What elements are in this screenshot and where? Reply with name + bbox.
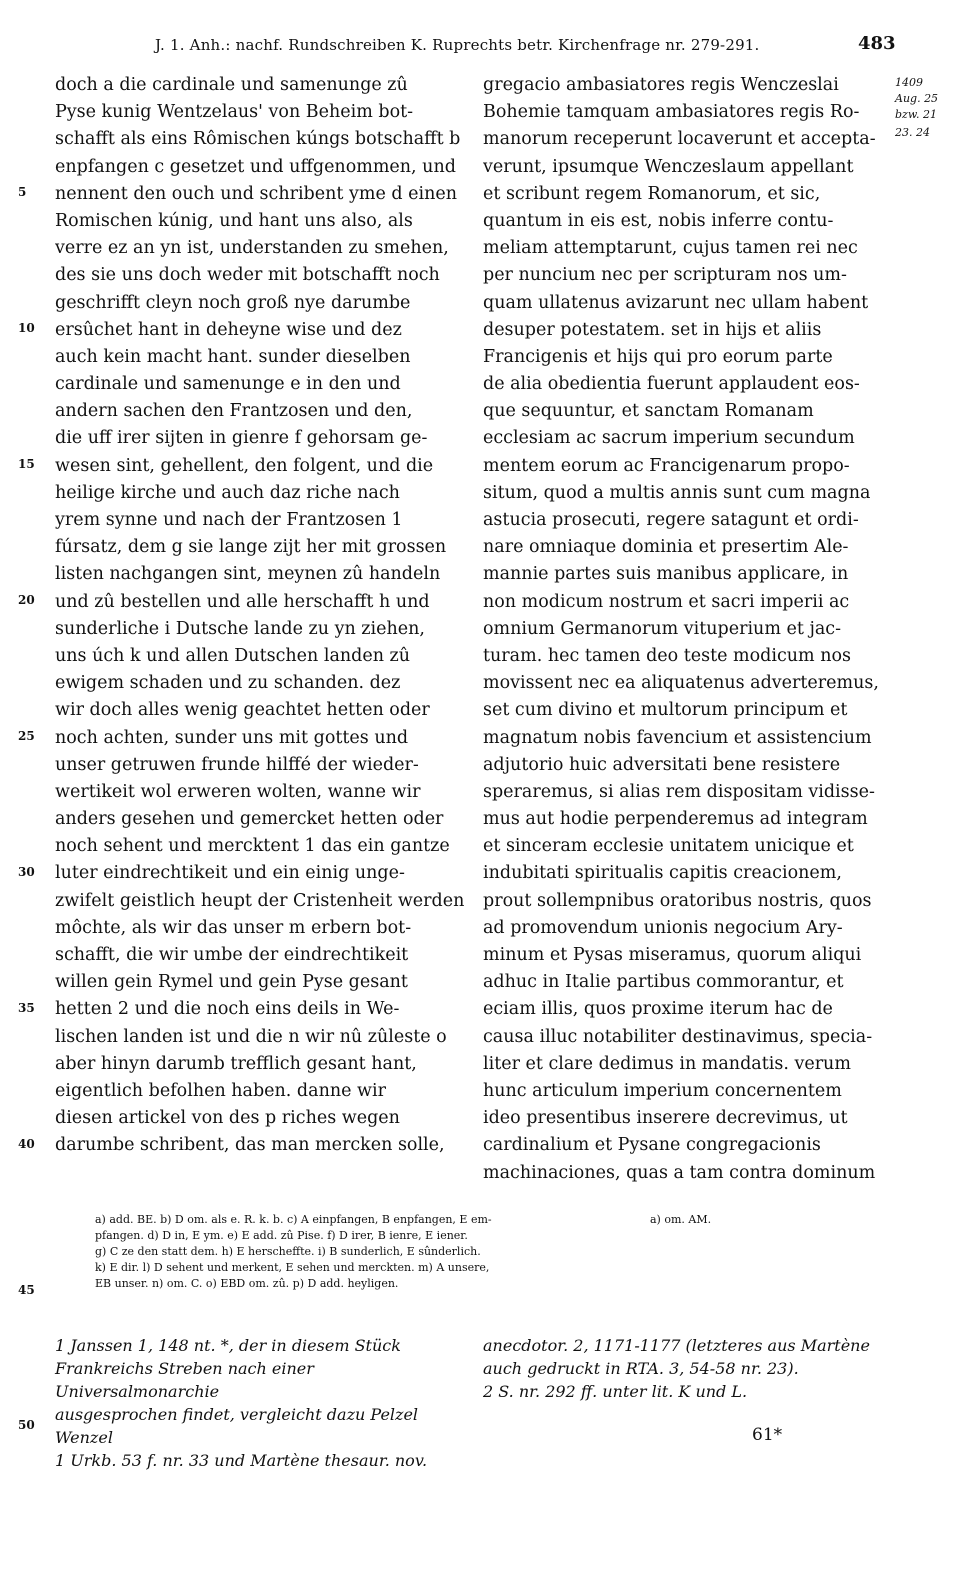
margin-date-alt: bzw. 21 [895, 108, 937, 121]
text-line: willen gein Rymel und gein Pyse gesant [55, 972, 408, 993]
text-line: lischen landen ist und die n wir nû zûleste o [55, 1026, 447, 1047]
text-line: causa illuc notabiliter destinavimus, specia- [483, 1026, 873, 1047]
text-line: doch a die cardinale und samenunge zû [55, 75, 408, 95]
variant-note-line: a) om. AM. [650, 1213, 712, 1226]
latin-text-column [483, 72, 888, 1187]
text-line: meliam attemptarunt, cujus tamen rei nec [483, 238, 858, 259]
footnote-line: Frankreichs Streben nach einer Universalmonarchie [55, 1359, 314, 1401]
text-line: adhuc in Italie partibus commorantur, et [483, 972, 844, 993]
text-line: wertikeit wol erweren wolten, wanne wir [55, 781, 421, 802]
variant-notes-latin [650, 1212, 850, 1228]
text-line: eciam illis, quos proxime iterum hac de [483, 999, 833, 1020]
text-line: minum et Pysas miseramus, quorum aliqui [483, 945, 862, 965]
text-line: mus aut hodie perpenderemus ad integram [483, 809, 868, 830]
text-line: nare omniaque dominia et presertim Ale- [483, 537, 849, 558]
text-line: cardinale und samenunge e in den und [55, 374, 401, 395]
margin-date-year: 1409 [895, 76, 923, 89]
text-line: und zû bestellen und alle herschafft h und [55, 591, 430, 612]
text-line: magnatum nobis favencium et assistencium [483, 727, 872, 748]
text-line: zwifelt geistlich heupt der Cristenheit werden [55, 890, 465, 911]
text-line: geschrifft cleyn noch groß nye darumbe [55, 292, 411, 313]
text-line: machinaciones, quas a tam contra dominum [483, 1162, 876, 1183]
text-line: set cum divino et multorum principum et [483, 700, 848, 721]
text-line: que sequuntur, et sanctam Romanam [483, 401, 814, 422]
footnote-line: ausgesprochen findet, vergleicht dazu Pelzel Wenzel [55, 1405, 419, 1447]
text-line: hunc articulum imperium concernentem [483, 1080, 842, 1101]
text-line: yrem synne und nach der Frantzosen 1 [55, 510, 403, 530]
text-line: sunderliche i Dutsche lande zu yn ziehen, [55, 618, 425, 639]
footnote-line: 1 Janssen 1, 148 nt. *, der in diesem Stück [55, 1336, 401, 1355]
text-line: desuper potestatem. set in hijs et aliis [483, 319, 822, 340]
footnote-line: 1 Urkb. 53 f. nr. 33 und Martène thesaur. nov. [55, 1451, 428, 1470]
line-number: 50 [18, 1418, 35, 1432]
text-line: Bohemie tamquam ambasiatores regis Ro- [483, 102, 860, 123]
text-line: aber hinyn darumb trefflich gesant hant, [55, 1053, 417, 1074]
variant-note-line: g) C ze den statt dem. h) E herscheffte. i) B sunderlich, E sûnderlich. [95, 1245, 481, 1258]
text-line: manorum receperunt locaverunt et accepta- [483, 129, 876, 150]
footnote-line: auch gedruckt in RTA. 3, 54-58 nr. 23). [483, 1359, 799, 1378]
text-line: môchte, als wir das unser m erbern bot- [55, 917, 412, 938]
line-number: 40 [18, 1137, 35, 1151]
text-line: liter et clare dedimus in mandatis. verum [483, 1053, 851, 1074]
text-line: de alia obedientia fuerunt applaudent eos- [483, 374, 860, 395]
text-line: wir doch alles wenig geachtet hetten oder [55, 700, 430, 721]
text-line: verunt, ipsumque Wenczeslaum appellant [483, 156, 854, 177]
text-line: quantum in eis est, nobis inferre contu- [483, 210, 834, 231]
text-line: indubitati spiritualis capitis creacionem, [483, 863, 842, 884]
line-number: 30 [18, 865, 35, 879]
text-line: die uff irer sijten in gienre f gehorsam ge- [55, 428, 428, 449]
text-line: noch sehent und mercktent 1 das ein gantze [55, 836, 450, 857]
text-line: et scribunt regem Romanorum, et sic, [483, 183, 821, 204]
text-line: gregacio ambasiatores regis Wenczeslai [483, 75, 839, 95]
text-line: hetten 2 und die noch eins deils in We- [55, 999, 400, 1020]
text-line: movissent nec ea aliquatenus adverteremus, [483, 673, 879, 694]
text-line: non modicum nostrum et sacri imperii ac [483, 591, 850, 612]
footnotes-left [55, 1334, 475, 1472]
text-line: des sie uns doch weder mit botschafft noch [55, 265, 440, 286]
text-line: prout sollempnibus oratoribus nostris, quos [483, 890, 872, 911]
text-line: uns úch k und allen Dutschen landen zû [55, 645, 411, 666]
variant-note-line: k) E dir. l) D sehent und merkent, E sehen und merckten. m) A unsere, [95, 1261, 490, 1274]
text-line: ecclesiam ac sacrum imperium secundum [483, 428, 855, 449]
margin-date-month: Aug. 25 [895, 92, 939, 105]
text-line: heilige kirche und auch daz riche nach [55, 482, 400, 503]
line-number: 15 [18, 457, 35, 471]
text-line: quam ullatenus avizarunt nec ullam habent [483, 292, 869, 313]
text-line: schafft als eins Rômischen kúngs botschafft b [55, 129, 461, 150]
variant-note-line: pfangen. d) D in, E ym. e) E add. zû Pise. f) D irer, B ienre, E iener. [95, 1229, 468, 1242]
text-line: Francigenis et hijs qui pro eorum parte [483, 346, 833, 367]
variant-note-line: EB unser. n) om. C. o) EBD om. zû. p) D add. heyligen. [95, 1277, 399, 1290]
text-line: unser getruwen frunde hilffé der wieder- [55, 754, 419, 775]
footnote-line: anecdotor. 2, 1171-1177 (letzteres aus Martène [483, 1336, 870, 1355]
text-line: cardinalium et Pysane congregacionis [483, 1135, 821, 1156]
page-number: 483 [858, 33, 896, 54]
text-line: wesen sint, gehellent, den folgent, und die [55, 455, 434, 476]
text-line: ewigem schaden und zu schanden. dez [55, 673, 401, 694]
line-number: 10 [18, 321, 35, 335]
text-line: andern sachen den Frantzosen und den, [55, 401, 413, 422]
text-line: ideo presentibus inserere decrevimus, ut [483, 1108, 848, 1129]
text-line: enpfangen c gesetzet und uffgenommen, und [55, 156, 456, 177]
variant-notes [95, 1212, 615, 1292]
line-number: 5 [18, 185, 27, 199]
footnotes-right [483, 1334, 883, 1403]
footnote-line: 2 S. nr. 292 ff. unter lit. K und L. [483, 1382, 748, 1401]
text-line: verre ez an yn ist, understanden zu smehen, [55, 238, 449, 259]
text-line: speraremus, si alias rem dispositam vidisse- [483, 781, 875, 802]
line-number: 25 [18, 729, 35, 743]
german-text-column [55, 72, 465, 1160]
text-line: turam. hec tamen deo teste modicum nos [483, 645, 851, 666]
text-line: eigentlich befolhen haben. danne wir [55, 1080, 386, 1101]
text-line: Pyse kunig Wentzelaus' von Beheim bot- [55, 102, 414, 123]
text-line: fúrsatz, dem g sie lange zijt her mit grossen [55, 537, 447, 558]
text-line: luter eindrechtikeit und ein einig unge- [55, 863, 405, 884]
text-line: mentem eorum ac Francigenarum propo- [483, 455, 850, 476]
line-number: 20 [18, 593, 35, 607]
signature-mark: 61* [752, 1425, 783, 1445]
text-line: darumbe schribent, das man mercken solle, [55, 1135, 445, 1156]
text-line: diesen artickel von des p riches wegen [55, 1108, 400, 1129]
text-line: ad promovendum unionis negocium Ary- [483, 917, 843, 938]
text-line: per nuncium nec per scripturam nos um- [483, 265, 847, 286]
line-number: 45 [18, 1283, 35, 1297]
text-line: adjutorio huic adversitati bene resistere [483, 754, 841, 775]
text-line: mannie partes suis manibus applicare, in [483, 564, 849, 585]
running-title: J. 1. Anh.: nachf. Rundschreiben K. Ruprechts betr. Kirchenfrage nr. 279-291. [155, 36, 760, 54]
text-line: auch kein macht hant. sunder dieselben [55, 346, 411, 367]
text-line: situm, quod a multis annis sunt cum magna [483, 482, 871, 503]
text-line: omnium Germanorum vituperium et jac- [483, 618, 842, 639]
text-line: Romischen kúnig, und hant uns also, als [55, 210, 413, 231]
variant-note-line: a) add. BE. b) D om. als e. R. k. b. c) A einpfangen, B enpfangen, E em- [95, 1213, 492, 1226]
text-line: nennent den ouch und schribent yme d einen [55, 183, 457, 204]
text-line: et sinceram ecclesie unitatem unicique et [483, 836, 854, 857]
line-number: 35 [18, 1001, 35, 1015]
text-line: ersûchet hant in deheyne wise und dez [55, 319, 402, 340]
text-line: noch achten, sunder uns mit gottes und [55, 727, 409, 748]
text-line: schafft, die wir umbe der eindrechtikeit [55, 945, 409, 965]
margin-date-days: 23. 24 [895, 126, 930, 139]
text-line: listen nachgangen sint, meynen zû handeln [55, 564, 441, 585]
text-line: anders gesehen und gemercket hetten oder [55, 809, 444, 830]
text-line: astucia prosecuti, regere satagunt et ordi- [483, 510, 859, 530]
